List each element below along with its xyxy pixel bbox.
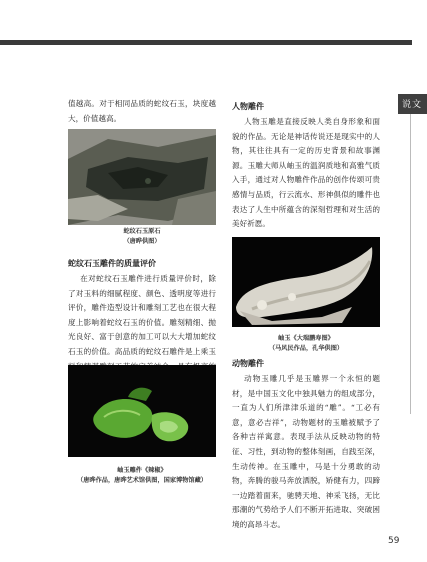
section2-heading: 人物雕件 xyxy=(232,102,264,111)
serpentine-rough-photo xyxy=(68,129,216,225)
page-number: 59 xyxy=(388,536,400,546)
jade-dragon-carving-photo xyxy=(232,237,380,327)
section3-body: 动物玉雕几乎是玉雕界一个永恒的题材，是中国玉文化中独具魅力的组成部分，一直为人们所津津乐道的“雕”。“工必有意，意必吉祥”，动物题材的玉雕被赋予了各种吉祥寓意。表现手法从反映动物的特征、习性，到动物的整体刻画，自践至深，生动传神。在玉雕中，马是十分勇敢的动物，奔腾的骏马奔放洒脱，矫健有力，四蹄一边踏着面来，驰骋天地、神采飞扬，无比那潮的气势给予人们不断开拓进取、突破困境的高昂斗志。 xyxy=(232,374,380,529)
fig3-caption-credit: （唐晔作品，唐晔艺术馆供图，国家博物馆藏） xyxy=(77,477,207,484)
header-bar xyxy=(0,40,412,45)
section-tab xyxy=(398,94,427,114)
fig3-caption xyxy=(68,466,216,486)
pepper-carving-photo xyxy=(68,365,216,457)
section1-heading: 蛇纹石玉雕件的质量评价 xyxy=(68,259,156,268)
fig3-caption-title: 岫玉雕件《辣椒》 xyxy=(117,467,167,474)
fig1-caption-credit: （唐晔供图） xyxy=(123,238,161,245)
fig1-caption-title: 蛇纹石玉原石 xyxy=(123,228,161,235)
fig2-caption-title: 岫玉《大瑞鹏寿图》 xyxy=(278,335,334,342)
section2-body: 人物玉雕是直接反映人类自身形象和面貌的作品。无论是神话传说还是现实中的人物，其往往具有一定的历史背景和故事渊源。玉雕大师从岫玉的温润质地和高雅气质入手，通过对人物雕件作品的创作传颂可贵感情与品质，行云流水、形神俱似的雕件也表达了人生中所蕴含的深刻哲理和对生活的美好祈愿。 xyxy=(232,117,380,229)
section3-heading: 动物雕件 xyxy=(232,359,264,368)
side-divider xyxy=(410,114,411,414)
intro-paragraph: 值越高。对于相同品质的蛇纹石玉，块度越大，价值越高。 xyxy=(68,99,216,123)
section-tab-label: 说文 xyxy=(402,100,423,110)
fig2-caption-credit: （马风民作品，孔华供图） xyxy=(268,345,344,352)
section1-body: 在对蛇纹石玉雕件进行质量评价时，除了对玉料的细腻程度、颜色、透明度等进行评价，雕件造型设计和雕刻工艺也在很大程度上影响着蛇纹石玉的价值。雕刻精细、抛光良好、富于创意的加工可以大大增加蛇纹石玉的价值。高品质的蛇纹石雕件是上乘玉 xyxy=(68,274,216,356)
fig2-caption xyxy=(232,334,380,354)
fig1-caption xyxy=(68,227,216,247)
